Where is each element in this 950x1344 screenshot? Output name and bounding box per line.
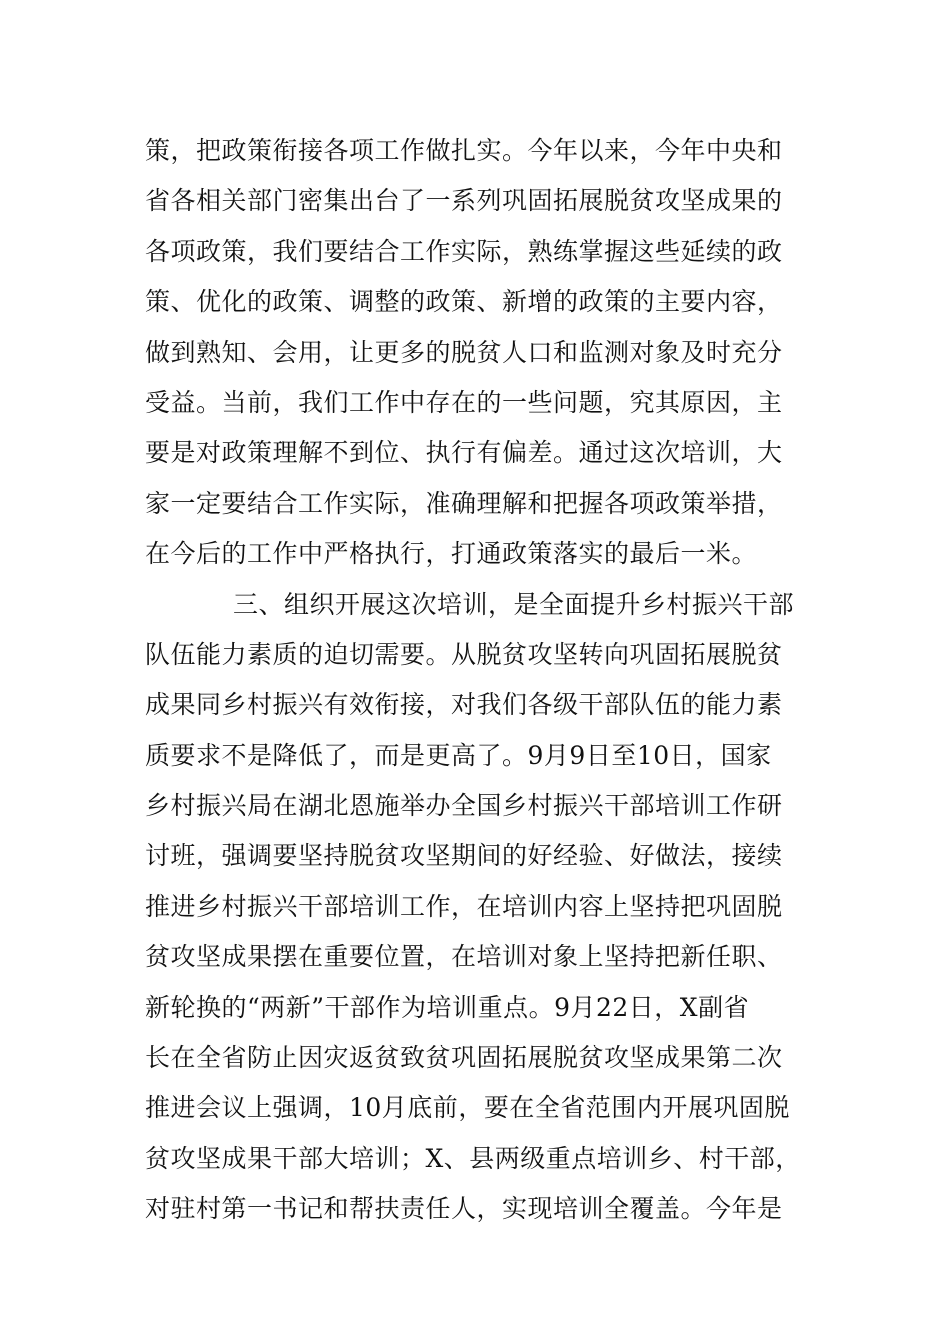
text-line: 推进会议上强调，10月底前，要在全省范围内开展巩固脱	[145, 1093, 790, 1123]
text-line: 乡村振兴局在湖北恩施举办全国乡村振兴干部培训工作研	[145, 791, 783, 821]
document-body	[145, 126, 807, 1235]
text-line: 策，把政策衔接各项工作做扎实。今年以来，今年中央和	[145, 136, 783, 165]
text-line: 推进乡村振兴干部培训工作，在培训内容上坚持把巩固脱	[145, 891, 783, 921]
text-line: 在今后的工作中严格执行，打通政策落实的最后一米。	[145, 539, 758, 569]
text-line: 长在全省防止因灾返贫致贫巩固拓展脱贫攻坚成果第二次	[145, 1043, 783, 1073]
text-line: 队伍能力素质的迫切需要。从脱贫攻坚转向巩固拓展脱贫	[145, 639, 783, 669]
text-line: 贫攻坚成果摆在重要位置，在培训对象上坚持把新任职、	[145, 942, 783, 972]
text-line: 省各相关部门密集出台了一系列巩固拓展脱贫攻坚成果的	[145, 186, 783, 216]
text-line: 受益。当前，我们工作中存在的一些问题，究其原因，主	[145, 387, 783, 417]
text-line: 新轮换的“两新”干部作为培训重点。9月22日，X副省	[145, 992, 750, 1022]
text-line: 家一定要结合工作实际，准确理解和把握各项政策举措，	[145, 488, 783, 518]
section-heading-line: 三、组织开展这次培训，是全面提升乡村振兴干部	[233, 589, 795, 619]
text-line: 讨班，强调要坚持脱贫攻坚期间的好经验、好做法，接续	[145, 841, 783, 871]
text-line: 对驻村第一书记和帮扶责任人，实现培训全覆盖。今年是	[145, 1194, 783, 1224]
text-line: 质要求不是降低了，而是更高了。9月9日至10日，国家	[145, 740, 772, 770]
text-line: 各项政策，我们要结合工作实际，熟练掌握这些延续的政	[145, 236, 783, 266]
text-line: 要是对政策理解不到位、执行有偏差。通过这次培训，大	[145, 438, 783, 468]
text-line: 做到熟知、会用，让更多的脱贫人口和监测对象及时充分	[145, 337, 783, 367]
text-line: 贫攻坚成果干部大培训；X、县两级重点培训乡、村干部，	[145, 1143, 801, 1173]
text-line: 成果同乡村振兴有效衔接，对我们各级干部队伍的能力素	[145, 690, 783, 720]
text-line: 策、优化的政策、调整的政策、新增的政策的主要内容，	[145, 287, 783, 317]
